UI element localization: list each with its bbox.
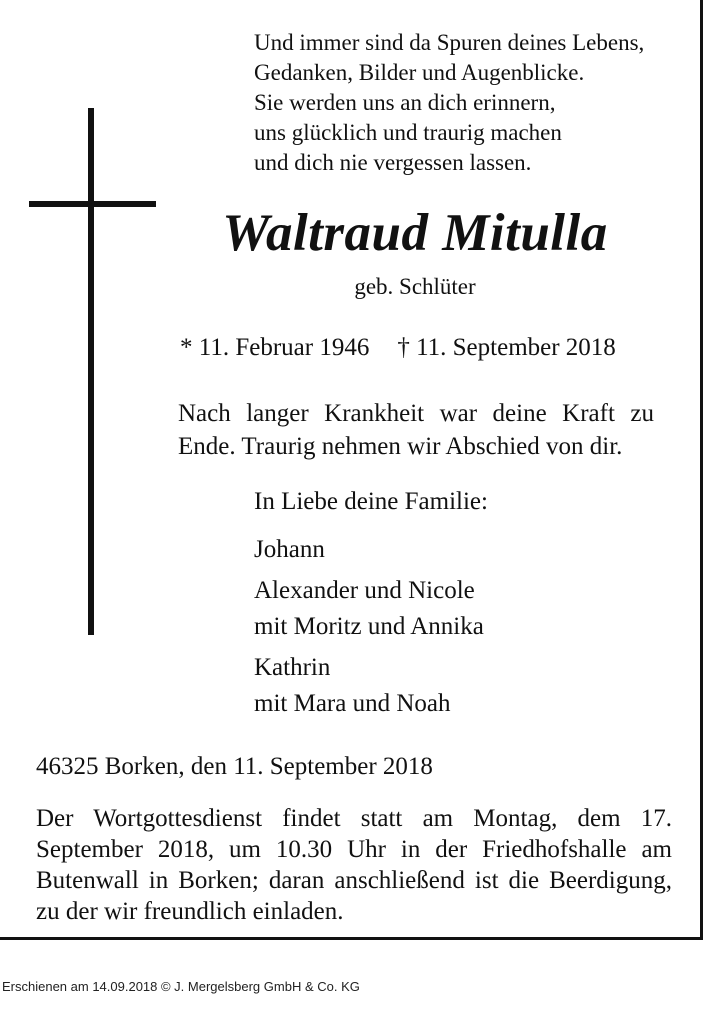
- birth-date: * 11. Februar 1946: [180, 334, 370, 361]
- death-date: † 11. September 2018: [397, 334, 616, 361]
- deceased-name: Waltraud Mitulla: [222, 204, 608, 262]
- poem-line: Und immer sind da Spuren deines Lebens,: [254, 30, 645, 55]
- poem-line: Sie werden uns an dich erinnern,: [254, 90, 556, 115]
- family-member: mit Moritz und Annika: [254, 613, 484, 640]
- poem-line: Gedanken, Bilder und Augenblicke.: [254, 60, 585, 85]
- family-member: Kathrin: [254, 654, 331, 681]
- poem-line: uns glücklich und traurig machen: [254, 120, 562, 145]
- family-member: Alexander und Nicole: [254, 577, 475, 604]
- family-group: [254, 650, 450, 722]
- life-dates: [180, 334, 616, 362]
- family-group: [254, 532, 325, 568]
- family-intro: In Liebe deine Familie:: [254, 488, 488, 515]
- maiden-name: geb. Schlüter: [354, 274, 476, 299]
- family-member: Johann: [254, 536, 325, 563]
- farewell-message: Nach langer Krankheit war deine Kraft zu Ende. Traurig nehmen wir Abschied von dir.: [178, 400, 654, 460]
- service-info: Der Wortgottesdienst findet statt am Montag, dem 17. September 2018, um 10.30 Uhr in der Friedhofshalle am Butenwall in Borken; daran anschließend ist die Beerdigung, zu der wir freundlich einladen.: [36, 805, 672, 925]
- cross-vertical-bar: [88, 108, 94, 635]
- place-date: 46325 Borken, den 11. September 2018: [36, 753, 433, 780]
- cross-horizontal-bar: [29, 201, 156, 207]
- poem-line: und dich nie vergessen lassen.: [254, 150, 532, 175]
- family-group: [254, 573, 484, 645]
- poem: [254, 28, 644, 178]
- publication-credit: Erschienen am 14.09.2018 © J. Mergelsberg GmbH & Co. KG: [2, 979, 360, 994]
- family-member: mit Mara und Noah: [254, 690, 451, 717]
